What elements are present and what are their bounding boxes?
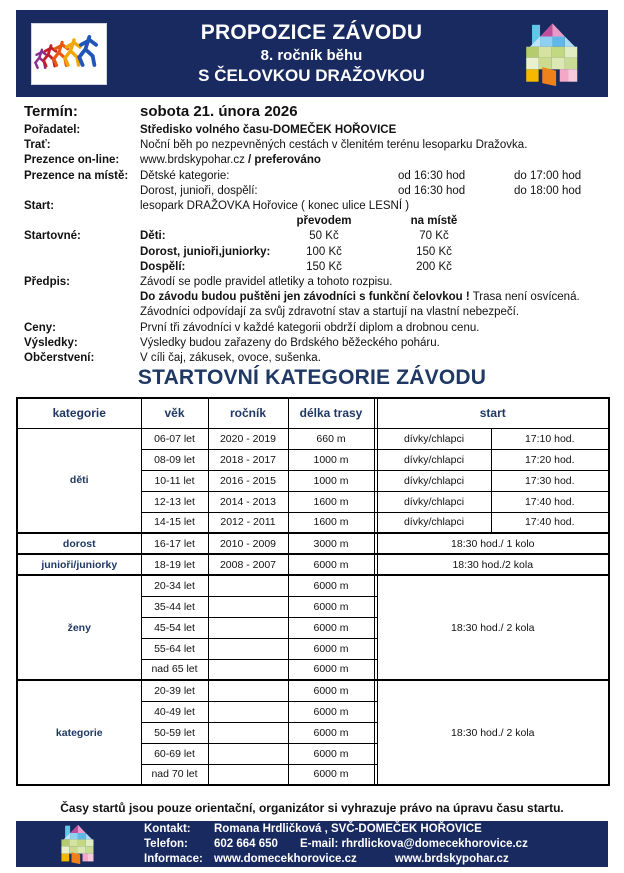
cell-delka: 6000 m (288, 743, 374, 764)
cell-vek: 45-54 let (141, 617, 208, 638)
footer-contact-block (144, 822, 528, 867)
footer-line-kontakt (144, 822, 528, 837)
cell-delka: 1000 m (288, 449, 374, 470)
obcerstveni-label: Občerstvení: (24, 352, 95, 365)
info-row-prezence-online (24, 153, 608, 168)
cell-delka: 660 m (288, 428, 374, 449)
cell-vek: nad 70 let (141, 764, 208, 785)
info-row-ceny (24, 321, 608, 336)
website-link-1[interactable]: www.domecekhorovice.cz (214, 852, 357, 865)
table-header-row (17, 398, 609, 428)
info-row-prezence-miste-1 (24, 169, 608, 184)
vysledky-value: Výsledky budou zařazeny do Brdského běžeckého poháru. (140, 336, 440, 349)
cell-delka: 6000 m (288, 575, 374, 596)
col-header-rocnik: ročník (208, 398, 288, 428)
col-header-vek: věk (141, 398, 208, 428)
cell-delka: 6000 m (288, 659, 374, 680)
house-logo-icon (55, 823, 99, 865)
table-row (17, 575, 609, 596)
prezence-to: do 18:00 hod (514, 184, 582, 197)
cell-vek: 50-59 let (141, 722, 208, 743)
info-row-start (24, 199, 608, 214)
cell-delka: 1000 m (288, 470, 374, 491)
col-header-delka: délka trasy (288, 398, 374, 428)
info-section (24, 101, 608, 366)
startovne-label: Startovné: (24, 230, 81, 243)
fees-header-row (24, 214, 608, 229)
page-title: PROPOZICE ZÁVODU (200, 21, 423, 45)
prezence-from: od 16:30 hod (398, 169, 466, 182)
footer-line-informace (144, 852, 528, 867)
prezence-to: do 17:00 hod (514, 169, 582, 182)
prezence-from: od 16:30 hod (398, 184, 466, 197)
cell-rocnik: 2010 - 2009 (208, 533, 288, 554)
cell-start-merged: 18:30 hod./ 1 kolo (377, 533, 609, 554)
cell-delka: 6000 m (288, 596, 374, 617)
cell-rocnik: 2016 - 2015 (208, 470, 288, 491)
predpis-line2-rest: Trasa není osvícená. (469, 291, 580, 304)
fee-na-miste: 150 Kč (416, 245, 452, 258)
cell-time: 17:30 hod. (491, 470, 609, 491)
house-logo-icon (516, 21, 586, 87)
group-label-dorost: dorost (17, 533, 141, 554)
info-row-prezence-miste-2 (24, 184, 608, 199)
cell-vek: 16-17 let (141, 533, 208, 554)
telefon-value: 602 664 650 (214, 837, 278, 850)
telefon-label: Telefon: (144, 837, 188, 850)
info-row-vysledky (24, 336, 608, 351)
info-row-poradatel (24, 123, 608, 138)
predpis-line1: Závodí se podle pravidel atletiky a tohoto rozpisu. (140, 276, 393, 289)
cell-delka: 3000 m (288, 533, 374, 554)
prezence-miste-label: Prezence na místě: (24, 169, 129, 182)
termin-value: sobota 21. února 2026 (140, 103, 298, 120)
header-titles (107, 20, 516, 86)
cell-who: dívky/chlapci (377, 512, 491, 533)
cell-rocnik-empty (208, 680, 288, 701)
cell-delka: 6000 m (288, 554, 374, 575)
fee-desc: Děti: (140, 230, 166, 243)
table-row-dorost (17, 533, 609, 554)
cell-rocnik: 2008 - 2007 (208, 554, 288, 575)
cell-vek: 08-09 let (141, 449, 208, 470)
cell-vek: 35-44 let (141, 596, 208, 617)
cell-vek: 12-13 let (141, 491, 208, 512)
group-label-deti: děti (17, 428, 141, 533)
fees-row-deti (24, 229, 608, 244)
start-value: lesopark DRAŽOVKA Hořovice ( konec ulice LESNÍ ) (140, 200, 410, 213)
cell-start-merged: 18:30 hod./2 kola (377, 554, 609, 575)
prezence-online-url[interactable]: www.brdskypohar.cz (140, 154, 249, 167)
table-row-juniori (17, 554, 609, 575)
ceny-label: Ceny: (24, 321, 56, 334)
cell-vek: 40-49 let (141, 701, 208, 722)
cell-who: dívky/chlapci (377, 449, 491, 470)
trat-label: Trať: (24, 139, 51, 152)
footer-band (16, 821, 608, 867)
cell-vek: 06-07 let (141, 428, 208, 449)
informace-label: Informace: (144, 852, 203, 865)
cell-vek: nad 65 let (141, 659, 208, 680)
cell-who: dívky/chlapci (377, 470, 491, 491)
runners-icon (34, 28, 104, 84)
cell-rocnik-empty (208, 764, 288, 785)
cell-delka: 6000 m (288, 722, 374, 743)
cell-time: 17:10 hod. (491, 428, 609, 449)
cell-delka: 1600 m (288, 491, 374, 512)
info-row-obcerstveni (24, 351, 608, 366)
group-label-kategorie: kategorie (17, 680, 141, 785)
cell-vek: 55-64 let (141, 638, 208, 659)
cell-rocnik-empty (208, 575, 288, 596)
prezence-desc: Dětské kategorie: (140, 169, 230, 182)
cell-vek: 20-34 let (141, 575, 208, 596)
cell-who: dívky/chlapci (377, 428, 491, 449)
kontakt-value: Romana Hrdličková , SVČ-DOMEČEK HOŘOVICE (214, 822, 482, 835)
cell-delka: 6000 m (288, 680, 374, 701)
vysledky-label: Výsledky: (24, 336, 78, 349)
page-subtitle: 8. ročník běhu (260, 46, 363, 64)
runners-logo (31, 23, 107, 85)
trat-value: Noční běh po nezpevněných cestách v členitém terénu lesoparku Dražovka. (140, 139, 528, 152)
predpis-line2-bold: Do závodu budou puštěni jen závodníci s funkční čelovkou ! (140, 291, 470, 304)
poradatel-label: Pořadatel: (24, 124, 81, 136)
cell-vek: 20-39 let (141, 680, 208, 701)
fee-desc: Dorost, junioři,juniorky: (140, 245, 271, 258)
cell-time: 17:40 hod. (491, 491, 609, 512)
start-label: Start: (24, 200, 55, 213)
cell-delka: 6000 m (288, 617, 374, 638)
info-row-termin (24, 101, 608, 123)
table-row (17, 428, 609, 449)
prezence-desc: Dorost, junioři, dospělí: (140, 184, 258, 197)
cell-vek: 14-15 let (141, 512, 208, 533)
fee-prevodem: 100 Kč (306, 245, 342, 258)
cell-rocnik-empty (208, 638, 288, 659)
fee-desc: Dospělí: (140, 260, 186, 273)
section-title: STARTOVNÍ KATEGORIE ZÁVODU (137, 366, 487, 389)
cell-time: 17:40 hod. (491, 512, 609, 533)
fee-prevodem: 150 Kč (306, 260, 342, 273)
fees-col2-header: na místě (410, 215, 458, 228)
cell-rocnik-empty (208, 617, 288, 638)
prezence-online-note: / preferováno (248, 154, 321, 167)
email-link[interactable]: E-mail: rhrdlickova@domecekhorovice.cz (299, 837, 528, 850)
cell-start-merged: 18:30 hod./ 2 kola (377, 575, 609, 680)
info-row-trat (24, 138, 608, 153)
fee-na-miste: 200 Kč (416, 260, 452, 273)
cell-vek: 18-19 let (141, 554, 208, 575)
table-row (17, 680, 609, 701)
cell-delka: 6000 m (288, 764, 374, 785)
fees-col1-header: převodem (296, 215, 352, 228)
categories-table (16, 397, 610, 786)
cell-vek: 60-69 let (141, 743, 208, 764)
page-subtitle-2: S ČELOVKOU DRAŽOVKOU (198, 66, 425, 86)
prezence-online-value (140, 153, 608, 168)
cell-rocnik-empty (208, 743, 288, 764)
col-header-kategorie: kategorie (17, 398, 141, 428)
group-label-zeny: ženy (17, 575, 141, 680)
poradatel-value: Středisko volného času-DOMEČEK HOŘOVICE (140, 124, 397, 136)
cell-who: dívky/chlapci (377, 491, 491, 512)
start-times-note: Časy startů jsou pouze orientační, organizátor si vyhrazuje právo na úpravu času startu. (60, 801, 564, 815)
cell-rocnik: 2012 - 2011 (208, 512, 288, 533)
website-link-2[interactable]: www.brdskypohar.cz (394, 852, 509, 865)
prezence-online-label: Prezence on-line: (24, 154, 120, 167)
cell-rocnik-empty (208, 659, 288, 680)
header-band (16, 10, 608, 97)
ceny-value: První tři závodníci v každé kategorii obdrží diplom a drobnou cenu. (140, 321, 480, 334)
termin-label: Termín: (24, 103, 78, 120)
fee-na-miste: 70 Kč (419, 230, 449, 243)
cell-vek: 10-11 let (141, 470, 208, 491)
fees-row-dorost (24, 245, 608, 260)
col-header-start: start (377, 398, 609, 428)
cell-delka: 6000 m (288, 701, 374, 722)
fee-prevodem: 50 Kč (309, 230, 339, 243)
info-row-predpis-3 (24, 305, 608, 320)
cell-start-merged: 18:30 hod./ 2 kola (377, 680, 609, 785)
footer-line-telefon (144, 837, 528, 852)
cell-delka: 6000 m (288, 638, 374, 659)
predpis-line3: Závodníci odpovídají za svůj zdravotní stav a startují na vlastní nebezpečí. (140, 306, 520, 319)
cell-rocnik-empty (208, 701, 288, 722)
cell-rocnik-empty (208, 722, 288, 743)
predpis-label: Předpis: (24, 276, 71, 289)
cell-rocnik-empty (208, 596, 288, 617)
fees-row-dospeli (24, 260, 608, 275)
cell-delka: 1600 m (288, 512, 374, 533)
cell-rocnik: 2018 - 2017 (208, 449, 288, 470)
cell-rocnik: 2020 - 2019 (208, 428, 288, 449)
info-row-predpis-1 (24, 275, 608, 290)
group-label-juniori: junioři/juniorky (17, 554, 141, 575)
kontakt-label: Kontakt: (144, 822, 191, 835)
obcerstveni-value: V cíli čaj, zákusek, ovoce, sušenka. (140, 352, 321, 365)
info-row-predpis-2 (24, 290, 608, 305)
cell-time: 17:20 hod. (491, 449, 609, 470)
cell-rocnik: 2014 - 2013 (208, 491, 288, 512)
